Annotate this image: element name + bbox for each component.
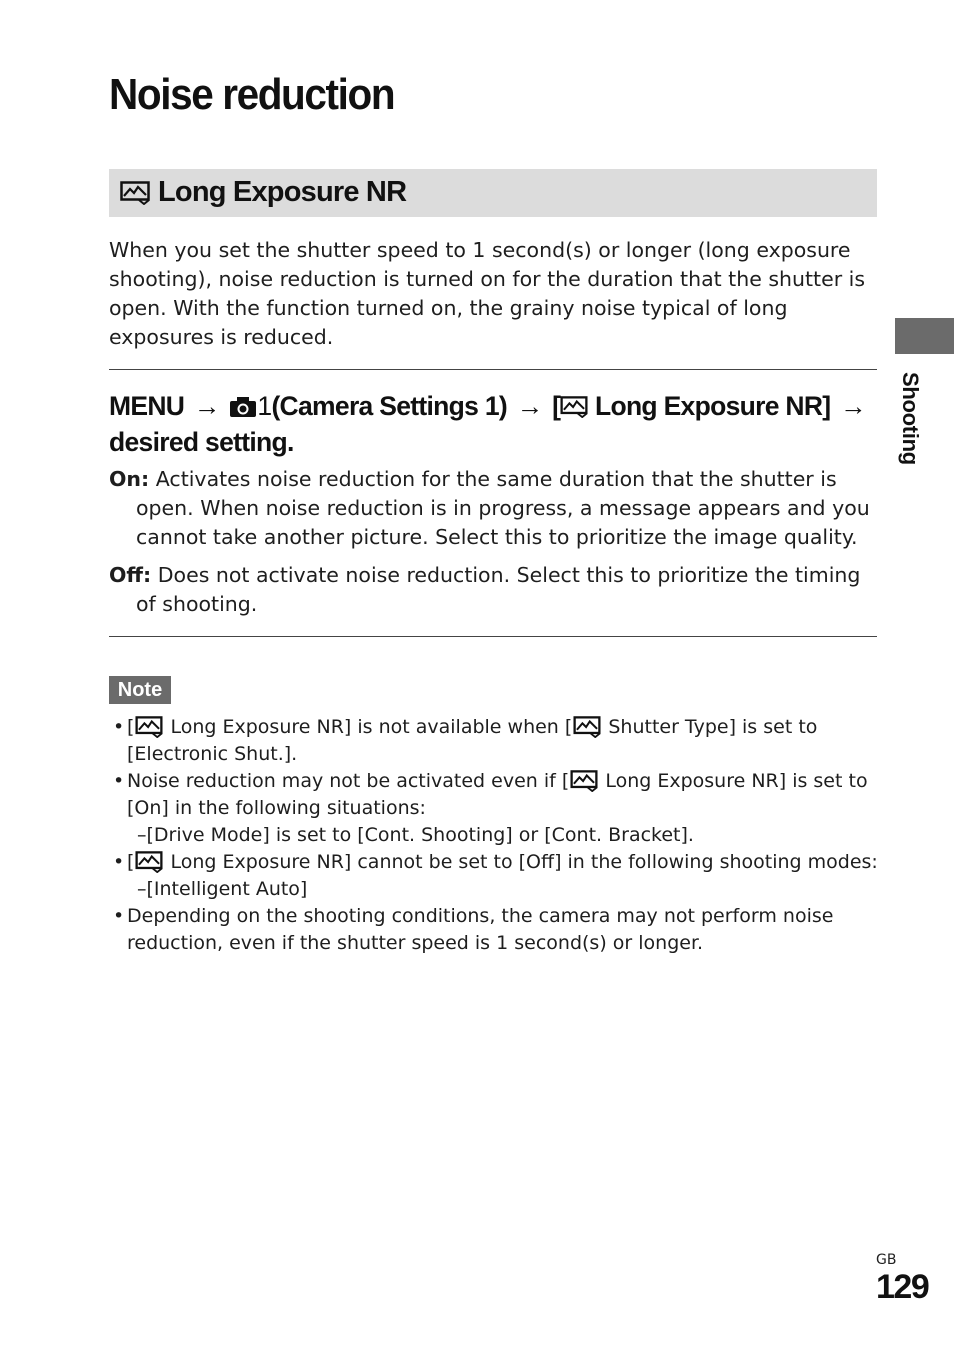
note-subitem-text: [Intelligent Auto] — [146, 878, 308, 900]
long-exposure-icon — [134, 716, 164, 738]
note-text: Depending on the shooting conditions, the camera may not perform noise reduction, even if the shutter speed is 1 second(s) or longer. — [127, 905, 834, 954]
note-subitem — [127, 876, 878, 903]
divider — [109, 369, 877, 370]
page-title: Noise reduction — [109, 70, 395, 119]
intro-paragraph: When you set the shutter speed to 1 second(s) or longer (long exposure shooting), noise reduction is turned on for the duration that the shutter is open. With the function turned on, the grainy noise typical of long exposures is reduced. — [109, 238, 866, 349]
arrow-icon: → — [516, 391, 543, 421]
note-text: Noise reduction may not be activated even if [ — [127, 770, 570, 792]
option-off — [109, 561, 877, 619]
divider — [109, 636, 877, 637]
dash: – — [137, 878, 147, 900]
page-number: 129 — [876, 1268, 929, 1306]
note-item — [113, 714, 878, 768]
note-text: Long Exposure NR] cannot be set to [Off] in the following shooting modes: — [170, 851, 878, 873]
note-text: Long Exposure NR] is not available when [ — [170, 716, 573, 738]
arrow-icon: → — [193, 391, 220, 421]
option-label: Off: — [109, 563, 152, 587]
menu-item-label: Long Exposure NR] — [594, 391, 831, 421]
bullet: • — [113, 905, 125, 927]
note-subitem-text: [Drive Mode] is set to [Cont. Shooting] or [Cont. Bracket]. — [146, 824, 694, 846]
note-text: Shutter Type] is set to [Electronic Shut.]. — [127, 716, 818, 765]
long-exposure-icon — [120, 181, 150, 205]
note-item — [113, 768, 878, 849]
long-exposure-icon — [572, 716, 602, 738]
bullet: • — [113, 851, 125, 873]
option-label: On: — [109, 467, 150, 491]
note-item — [113, 903, 878, 957]
chapter-label: Shooting — [898, 372, 923, 465]
long-exposure-icon — [560, 396, 588, 418]
menu-label: MENU — [109, 391, 185, 421]
note-list — [113, 714, 878, 957]
menu-path-end: desired setting. — [109, 427, 294, 457]
chapter-tab — [895, 318, 954, 354]
camera-icon — [229, 396, 257, 418]
section-title-text: Long Exposure NR — [158, 176, 407, 208]
bracket: [ — [552, 391, 561, 421]
dash: – — [137, 824, 147, 846]
long-exposure-icon — [569, 770, 599, 792]
option-description: Does not activate noise reduction. Select this to prioritize the timing of shooting. — [136, 563, 861, 616]
option-description: Activates noise reduction for the same duration that the shutter is open. When noise reduction is in progress, a message appears and you cannot take another picture. Select this to prioritize the image quality. — [136, 467, 870, 549]
camera-settings-number: 1 — [257, 391, 272, 421]
note-subitem — [127, 822, 878, 849]
option-on — [109, 465, 877, 552]
note-text: [ — [127, 716, 135, 738]
menu-path — [109, 388, 879, 460]
section-title — [120, 176, 406, 209]
bullet: • — [113, 770, 125, 792]
arrow-icon: → — [840, 391, 866, 421]
note-item — [113, 849, 878, 903]
camera-settings-label: (Camera Settings 1) — [271, 391, 508, 421]
note-text: Long Exposure NR] is set to [On] in the following situations: — [127, 770, 868, 819]
note-text: [ — [127, 851, 135, 873]
bullet: • — [113, 716, 125, 738]
region-code: GB — [876, 1252, 897, 1268]
long-exposure-icon — [134, 851, 164, 873]
note-label: Note — [109, 676, 171, 704]
